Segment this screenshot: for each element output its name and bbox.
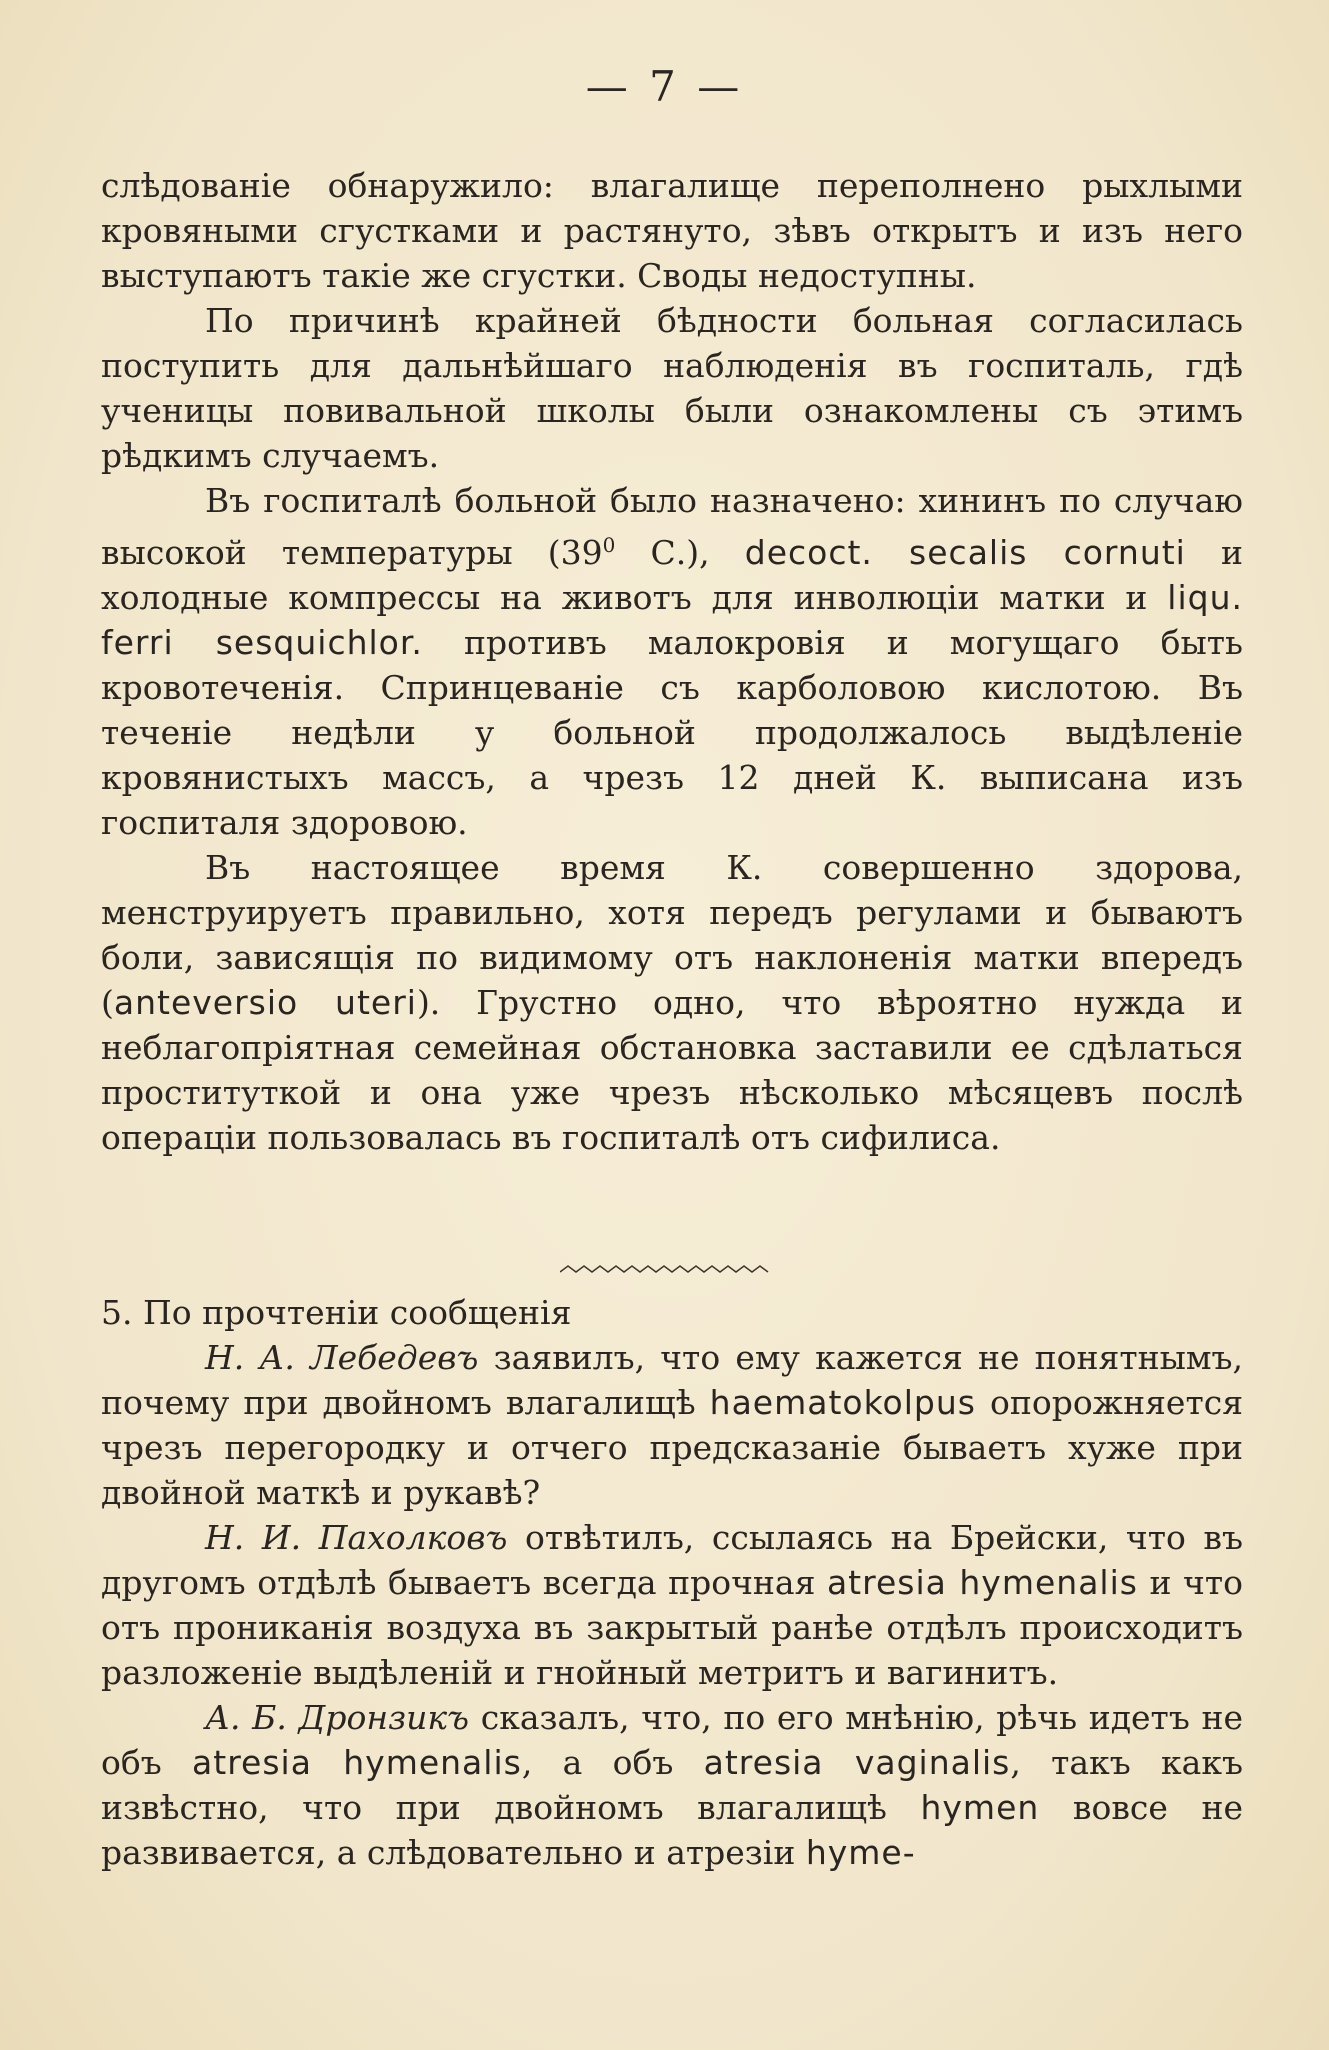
latin-term: haematokolpus — [709, 1383, 976, 1422]
latin-term: anteversio uteri — [113, 983, 417, 1022]
paragraph-text: , такъ какъ извѣстно, что при двойномъ влагалищѣ — [101, 1743, 1243, 1827]
paragraph-text: отвѣтилъ, ссылаясь на Брейски, что въ другомъ отдѣлѣ бываетъ всегда прочная — [101, 1518, 1243, 1602]
paragraph-text: заявилъ, что ему кажется не понятнымъ, почему при двойномъ влагалищѣ — [101, 1338, 1243, 1422]
latin-term: decoct. secalis cornuti — [744, 533, 1186, 572]
speaker-name: А. Б. Дронзикъ — [205, 1698, 470, 1737]
paragraph-text: По причинѣ крайней бѣдности больная согласилась поступить для дальнѣйшаго наблюденія въ госпиталь, гдѣ ученицы повивальной школы были ознакомлены съ этимъ рѣдкимъ случаемъ. — [101, 301, 1243, 475]
speaker-name: Н. И. Пахолковъ — [205, 1518, 508, 1557]
paragraph — [101, 1515, 1243, 1695]
paragraph-text: вовсе не развивается, а слѣдовательно и атрезіи — [101, 1788, 1243, 1872]
latin-term: liqu. ferri sesquichlor. — [101, 578, 1243, 662]
paragraph-text: и холодные компрессы на животъ для инволюціи матки и — [101, 533, 1243, 617]
latin-term: hyme- — [805, 1833, 916, 1872]
paragraph-text: сказалъ, что, по его мнѣнію, рѣчь идетъ не объ — [101, 1698, 1243, 1782]
paragraph — [101, 298, 1243, 478]
paragraph — [101, 478, 1243, 845]
section-heading: 5. По прочтеніи сообщенія — [101, 1293, 572, 1332]
paragraph-text: С.), — [615, 533, 745, 572]
page-number: — 7 — — [585, 62, 744, 111]
paragraph-text: опорожняется чрезъ перегородку и отчего предсказаніе бываетъ хуже при двойной маткѣ и рукавѣ? — [101, 1383, 1244, 1512]
degree-superscript: 0 — [602, 533, 616, 557]
latin-term: atresia hymenalis — [192, 1743, 522, 1782]
paragraph — [101, 1695, 1243, 1875]
paragraph — [101, 845, 1243, 1160]
paragraph-text: противъ малокровія и могущаго быть кровотеченія. Спринцеваніе съ карболовою кислотою. Въ теченіе недѣли у больной продолжалось выдѣленіе кровянистыхъ массъ, а чрезъ 12 дней К. выписана изъ госпиталя здоровою. — [101, 623, 1243, 842]
paragraph-text: , а объ — [521, 1743, 704, 1782]
speaker-name: Н. А. Лебедевъ — [205, 1338, 479, 1377]
latin-term: atresia vaginalis — [703, 1743, 1011, 1782]
paragraph-text: и что отъ прониканія воздуха въ закрытый ранѣе отдѣлъ происходитъ разложеніе выдѣленій и гнойный метритъ и вагинитъ. — [101, 1563, 1243, 1692]
paragraph-text: Въ настоящее время К. совершенно здорова, менструируетъ правильно, хотя передъ регулами и бываютъ боли, зависящія по видимому отъ наклоненія матки впередъ ( — [101, 848, 1243, 1022]
paragraph-text: Въ госпиталѣ больной было назначено: хининъ по случаю высокой температуры (39 — [101, 481, 1243, 572]
paragraph — [101, 163, 1243, 298]
paragraph-text: ). Грустно одно, что вѣроятно нужда и неблагопріятная семейная обстановка заставили ее сдѣлаться проституткой и она уже чрезъ нѣсколько мѣсяцевъ послѣ операціи пользовалась въ госпиталѣ отъ сифилиса. — [101, 983, 1243, 1157]
paragraph — [101, 1335, 1243, 1515]
text-block-top — [101, 163, 1243, 1160]
latin-term: hymen — [920, 1788, 1040, 1827]
section-divider-ornament — [560, 1262, 770, 1278]
latin-term: atresia hymenalis — [826, 1563, 1138, 1602]
paragraph-text: слѣдованіе обнаружило: влагалище переполнено рыхлыми кровяными сгустками и растянуто, зѣвъ открытъ и изъ него выступаютъ такіе же сгустки. Своды недоступны. — [101, 166, 1243, 295]
text-block-bottom — [101, 1290, 1243, 1875]
